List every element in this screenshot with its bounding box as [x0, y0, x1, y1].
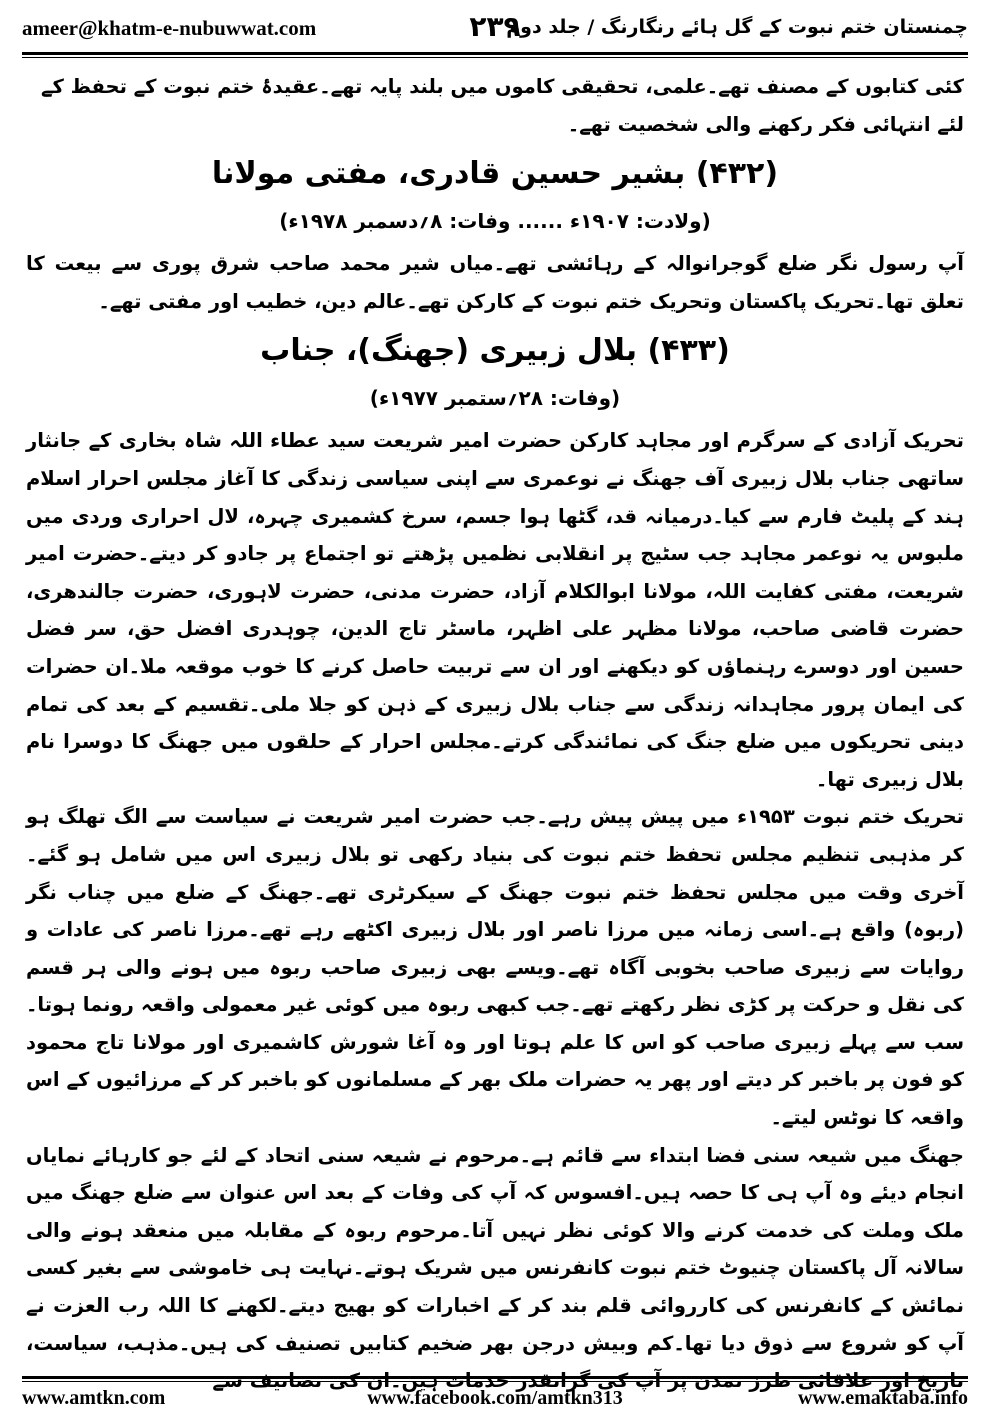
header-rule-thin — [22, 57, 968, 58]
page-footer — [22, 1385, 968, 1413]
page-number: ۲۳۹ — [469, 10, 521, 43]
intro-line: کئی کتابوں کے مصنف تھے۔علمی، تحقیقی کاموں میں بلند پایہ تھے۔عقیدۂ ختم نبوت کے تحفظ کے لئے انتہائی فکر رکھنے والی شخصیت تھے۔ — [41, 75, 964, 136]
entry-432-dates: (ولادت: ۱۹۰۷ء ...... وفات: ۸؍دسمبر ۱۹۷۸ء) — [279, 209, 711, 234]
entry-433-paragraph-2: تحریک ختم نبوت ۱۹۵۳ء میں پیش پیش رہے۔جب حضرت امیر شریعت نے سیاست سے الگ تھلگ ہو کر مذہبی تنظیم مجلس تحفظ ختم نبوت کی بنیاد رکھی تو بلال زبیری اس میں شامل ہو گئے۔آخری وقت میں مجلس تحفظ ختم نبوت جھنگ کے سیکرٹری تھے۔جھنگ کے ضلع میں چناب نگر (ربوہ) واقع ہے۔اسی زمانہ میں مرزا ناصر اور بلال زبیری اکٹھے رہے تھے۔مرزا ناصر کی عادات و روایات سے زبیری صاحب بخوبی آگاہ تھے۔ویسے بھی زبیری صاحب ربوہ میں ہونے والی ہر قسم کی نقل و حرکت پر کڑی نظر رکھتے تھے۔جب کبھی ربوہ میں کوئی غیر معمولی واقعہ رونما ہوتا۔سب سے پہلے زبیری صاحب کو اس کا علم ہوتا اور وہ آغا شورش کاشمیری اور مولانا تاج محمود کو فون پر باخبر کر دیتے اور پھر یہ حضرات ملک بھر کے مسلمانوں کو باخبر کر کے مرزائیوں کے اس واقعہ کا نوٹس لیتے۔ — [26, 805, 964, 1130]
entry-433-heading: (۴۳۳) بلال زبیری (جھنگ)، جناب — [260, 333, 730, 369]
entry-432-paragraph: آپ رسول نگر ضلع گوجرانوالہ کے رہائشی تھے۔میاں شیر محمد صاحب شرق پوری سے بیعت کا تعلق تھا۔تحریک پاکستان وتحریک ختم نبوت کے کارکن تھے۔عالم دین، خطیب اور مفتی تھے۔ — [26, 252, 964, 313]
entry-433-dates: (وفات: ۲۸؍ستمبر ۱۹۷۷ء) — [369, 386, 621, 411]
footer-link-amtkn: www.amtkn.com — [22, 1387, 166, 1409]
entry-433-paragraph-1: تحریک آزادی کے سرگرم اور مجاہد کارکن حضرت امیر شریعت سید عطاء اللہ شاہ بخاری کے جانثار ساتھی جناب بلال زبیری آف جھنگ نے نوعمری سے اپنی سیاسی زندگی کا آغاز مجلس احرار اسلام ہند کے پلیٹ فارم سے کیا۔درمیانہ قد، گٹھا ہوا جسم، سرخ کشمیری چہرہ، لال احراری وردی میں ملبوس یہ نوعمر مجاہد جب سٹیج پر انقلابی نظمیں پڑھتے تو اجتماع پر جادو کر دیتے۔حضرت امیر شریعت، مفتی کفایت اللہ، مولانا ابوالکلام آزاد، حضرت مدنی، حضرت لاہوری، حضرت جالندھری، حضرت قاضی صاحب، مولانا مظہر علی اظہر، ماسٹر تاج الدین، چوہدری افضل حق، سر فضل حسین اور دوسرے رہنماؤں کو دیکھنے اور ان سے تربیت حاصل کرنے کا خوب موقعہ ملا۔ان حضرات کی ایمان پرور مجاہدانہ زندگی سے جناب بلال زبیری کے ذہن کو جلا ملی۔تقسیم کے بعد کی تمام دینی تحریکوں میں ضلع جنگ کی نمائندگی کرتے۔مجلس احرار کے حلقوں میں جھنگ کا دوسرا نام بلال زبیری تھا۔ — [26, 429, 964, 791]
header-rule — [22, 52, 968, 55]
entry-432-heading: (۴۳۲) بشیر حسین قادری، مفتی مولانا — [211, 156, 779, 192]
entry-433-paragraph-3: جھنگ میں شیعہ سنی فضا ابتداء سے قائم ہے۔مرحوم نے شیعہ سنی اتحاد کے لئے جو کارہائے نمایاں انجام دیئے وہ آپ ہی کا حصہ ہیں۔افسوس کہ آپ کی وفات کے بعد اس عنوان سے ضلع جھنگ میں ملک وملت کی خدمت کرنے والا کوئی نظر نہیں آتا۔مرحوم ربوہ کے مقابلہ میں منعقد ہونے والی سالانہ آل پاکستان چنیوٹ ختم نبوت کانفرنس میں شریک ہوتے۔نہایت ہی خاموشی سے بغیر کسی نمائش کے کانفرنس کی کارروائی قلم بند کر کے اخبارات کو بھیج دیتے۔لکھنے کا اللہ رب العزت نے آپ کو شروع سے ذوق دیا تھا۔کم وبیش درجن بھر ضخیم کتابیں تصنیف کی ہیں۔مذہب، سیاست، تاریخ اور علاقائی طرز تمدن پر آپ کی گرانقدر خدمات ہیں۔ان کی تصانیف سے — [26, 1143, 964, 1393]
footer-link-facebook: www.facebook.com/amtkn313 — [367, 1387, 623, 1409]
footer-rule — [22, 1376, 968, 1379]
page-header — [22, 8, 968, 52]
book-title: چمنستان ختم نبوت کے گل ہائے رنگارنگ / جلد دوم — [506, 16, 968, 38]
footer-rule-thin — [22, 1381, 968, 1382]
header-email: ameer@khatm-e-nubuwwat.com — [22, 16, 317, 40]
footer-link-emaktaba: www.emaktaba.info — [797, 1387, 968, 1409]
page-body — [26, 68, 964, 1393]
